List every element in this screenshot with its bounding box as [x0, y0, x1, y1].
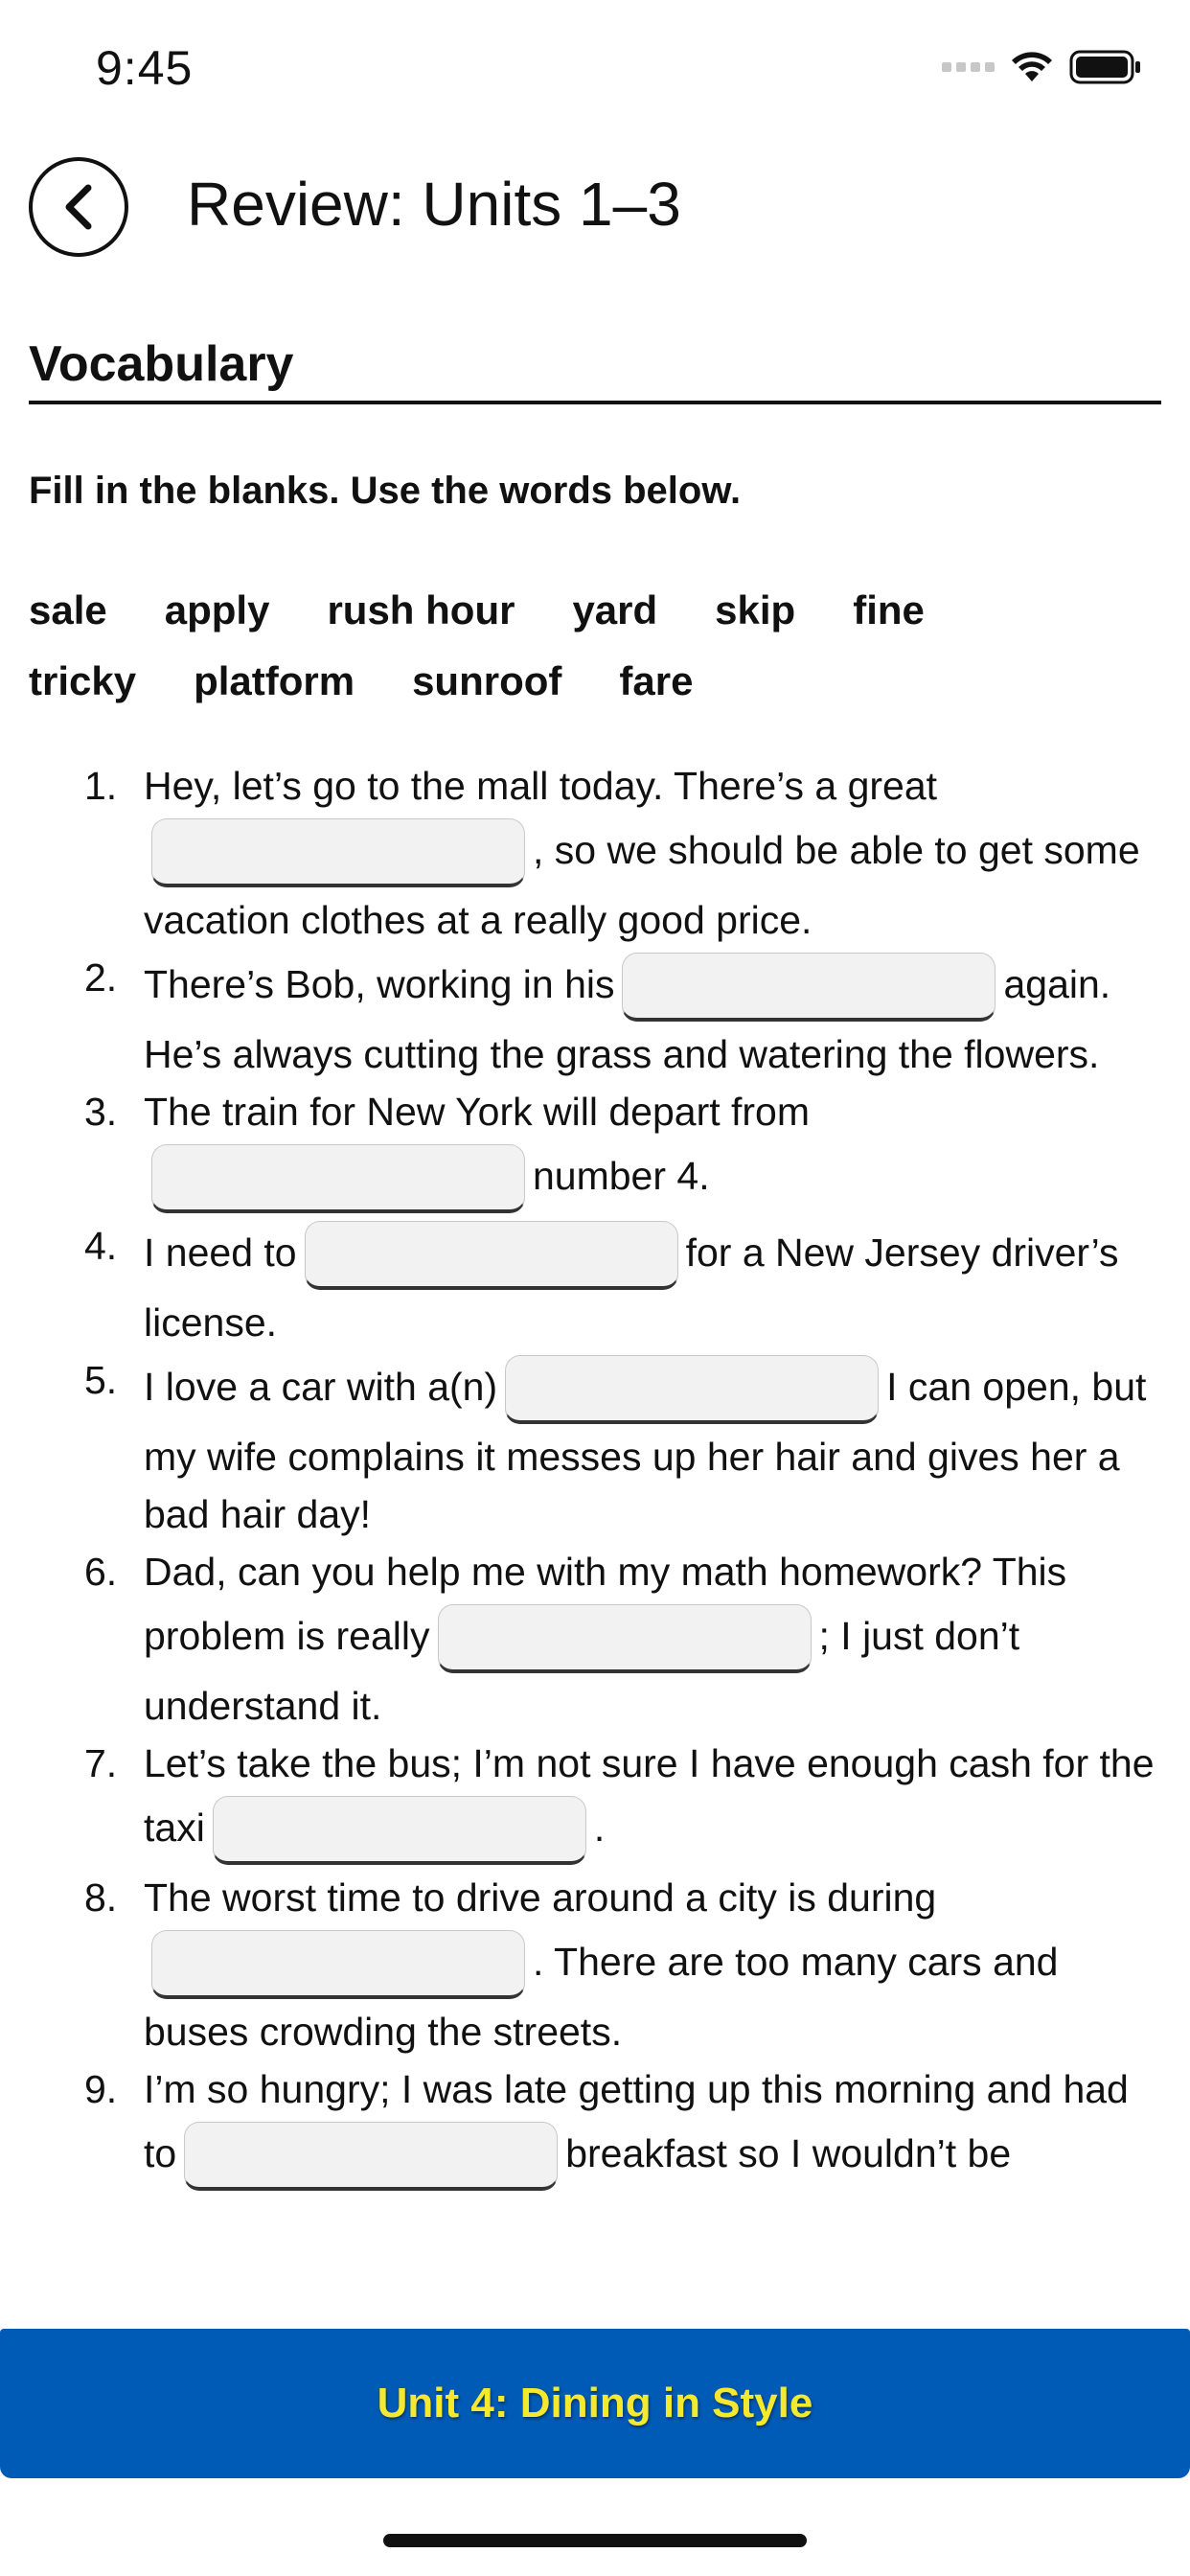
exercise-text-before: I need to — [144, 1230, 297, 1275]
exercise-item — [0, 2060, 1190, 2195]
exercise-item — [0, 1869, 1190, 2060]
exercise-number: 7. — [84, 1741, 118, 1785]
exercise-list — [0, 757, 1190, 2195]
exercise-number: 5. — [84, 1358, 118, 1402]
exercise-item — [0, 1217, 1190, 1351]
exercise-text-after: . There are too many cars and buses crowding the streets. — [144, 1939, 1059, 2054]
section-heading: Vocabulary — [29, 335, 1161, 404]
next-unit-label: Unit 4: Dining in Style — [377, 2380, 813, 2426]
word-bank-word: platform — [194, 658, 355, 703]
word-bank-word: tricky — [29, 658, 137, 703]
exercise-text-before: The train for New York will depart from — [144, 1090, 810, 1134]
battery-icon — [1069, 50, 1142, 84]
exercise-item — [0, 1083, 1190, 1217]
word-bank-word: fare — [619, 658, 694, 703]
answer-blank-8[interactable] — [151, 1930, 525, 1999]
exercise-item — [0, 757, 1190, 949]
exercise-item — [0, 1543, 1190, 1735]
exercise-text-after: , so we should be able to get some vacation clothes at a really good price. — [144, 827, 1140, 942]
signal-icon — [942, 62, 995, 72]
status-time: 9:45 — [96, 41, 194, 95]
exercise-number: 2. — [84, 955, 118, 1000]
answer-blank-5[interactable] — [505, 1355, 879, 1424]
answer-blank-9[interactable] — [184, 2122, 558, 2191]
word-bank-word: sale — [29, 587, 107, 632]
exercise-number: 8. — [84, 1875, 118, 1920]
wifi-icon — [1010, 51, 1054, 83]
exercise-text-before: There’s Bob, working in his — [144, 961, 615, 1006]
answer-blank-2[interactable] — [622, 953, 995, 1022]
nav-bar — [0, 153, 1190, 259]
exercise-text-after: I can open, but my wife complains it messes up her hair and gives her a bad hair day! — [144, 1364, 1147, 1536]
back-button[interactable] — [29, 157, 128, 257]
exercise-text-before: I love a car with a(n) — [144, 1364, 498, 1409]
exercise-text-after: breakfast so I wouldn’t be — [565, 2130, 1012, 2175]
exercise-number: 3. — [84, 1090, 118, 1134]
exercise-text-before: Dad, can you help me with my math homework? This problem is really — [144, 1550, 1067, 1658]
exercise-number: 9. — [84, 2067, 118, 2111]
word-bank-row — [29, 646, 1161, 717]
word-bank — [29, 575, 1161, 717]
status-bar — [0, 0, 1190, 144]
instructions: Fill in the blanks. Use the words below. — [29, 470, 742, 512]
exercise-number: 6. — [84, 1550, 118, 1594]
exercise-text-after: ; I just don’t understand it. — [144, 1613, 1020, 1728]
word-bank-word: skip — [715, 587, 796, 632]
exercise-text-after: for a New Jersey driver’s license. — [144, 1230, 1119, 1345]
word-bank-word: sunroof — [412, 658, 562, 703]
word-bank-word: rush hour — [327, 587, 515, 632]
exercise-text-before: Let’s take the bus; I’m not sure I have enough cash for the taxi — [144, 1741, 1155, 1850]
exercise-number: 4. — [84, 1224, 118, 1268]
word-bank-row — [29, 575, 1161, 646]
exercise-text-after: again. He’s always cutting the grass and watering the flowers. — [144, 961, 1111, 1076]
word-bank-word: fine — [853, 587, 925, 632]
exercise-text-after: number 4. — [533, 1153, 710, 1198]
chevron-left-icon — [57, 182, 100, 232]
page-title: Review: Units 1–3 — [187, 170, 681, 239]
word-bank-word: yard — [572, 587, 658, 632]
answer-blank-4[interactable] — [305, 1221, 678, 1290]
word-bank-word: apply — [164, 587, 270, 632]
answer-blank-3[interactable] — [151, 1144, 525, 1213]
exercise-number: 1. — [84, 764, 118, 808]
exercise-text-after: . — [593, 1805, 606, 1850]
answer-blank-7[interactable] — [213, 1796, 586, 1865]
exercise-text-before: I’m so hungry; I was late getting up this morning and had to — [144, 2067, 1129, 2175]
content-scroll-area[interactable] — [0, 335, 1190, 2329]
home-indicator — [383, 2534, 807, 2547]
exercise-item — [0, 1351, 1190, 1543]
status-icons — [942, 50, 1142, 84]
exercise-item — [0, 1735, 1190, 1869]
exercise-text-before: Hey, let’s go to the mall today. There’s a great — [144, 764, 938, 808]
next-unit-button[interactable] — [0, 2329, 1190, 2478]
answer-blank-6[interactable] — [438, 1604, 812, 1673]
answer-blank-1[interactable] — [151, 818, 525, 887]
exercise-item — [0, 949, 1190, 1083]
exercise-text-before: The worst time to drive around a city is during — [144, 1875, 937, 1920]
